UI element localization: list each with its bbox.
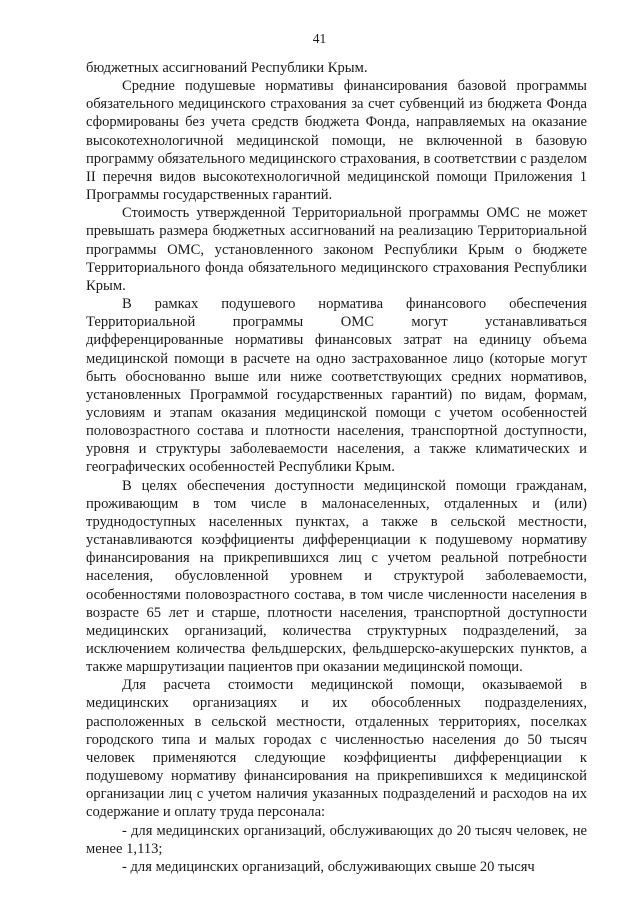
paragraph-subsidy-normatives: Средние подушевые нормативы финансирования базовой программы обязательного медицинского страхования за счет субвенций из бюджета Фонда сформированы без учета средств бюджета Фонда, направляемых на оказание высокотехнологичной медицинской помощи, не включенной в базовую программу обязательного медицинского страхования, в соответствии с разделом II перечня видов высокотехнологичной медицинской помощи Приложения 1 Программы государственных гарантий. (86, 78, 587, 204)
paragraph-rural-cost-calculation: Для расчета стоимости медицинской помощи, оказываемой в медицинских организациях и их обособленных подразделениях, расположенных в сельской местности, отдаленных территориях, поселках городского типа и малых городах с численностью населения до 50 тысяч человек применяются следующие коэффициенты дифференциации к подушевому нормативу финансирования на прикрепившихся к медицинской организации лиц с учетом наличия указанных подразделений и расходов на их содержание и оплату труда персонала: (86, 677, 587, 821)
paragraph-program-cost: Стоимость утвержденной Территориальной программы ОМС не может превышать размера бюджетных ассигнований на реализацию Территориальной программы ОМС, установленного законом Республики Крым о бюджете Территориального фонда обязательного медицинского страхования Республики Крым. (86, 205, 587, 294)
paragraph-differentiated-normatives: В рамках подушевого норматива финансового обеспечения Территориальной программы ОМС могут устанавливаться дифференцированные нормативы финансовых затрат на единицу объема медицинской помощи в расчете на одно застрахованное лицо (которые могут быть обоснованно выше или ниже соответствующих средних нормативов, установленных Программой государственных гарантий) по видам, формам, условиям и этапам оказания медицинской помощи с учетом особенностей половозрастного состава и плотности населения, транспортной доступности, уровня и структуры заболеваемости населения, а также климатических и географических особенностей Республики Крым. (86, 296, 587, 476)
page-number: 41 (312, 31, 327, 46)
list-item-over-20k: - для медицинских организаций, обслуживающих свыше 20 тысяч (122, 858, 535, 875)
paragraph-differentiation-coefficients: В целях обеспечения доступности медицинской помощи гражданам, проживающим в том числе в малонаселенных, отдаленных и (или) труднодоступных населенных пунктах, а также в сельской местности, устанавливаются коэффициенты дифференциации к подушевому нормативу финансирования на прикрепившихся лиц с учетом реальной потребности населения, обусловленной уровнем и структурой заболеваемости, особенностями половозрастного состава, в том числе численности населения в возрасте 65 лет и старше, плотности населения, транспортной доступности медицинских организаций, количества структурных подразделений, за исключением количества фельдшерских, фельдшерско-акушерских пунктов, а также маршрутизации пациентов при оказании медицинской помощи. (86, 477, 587, 676)
document-text (86, 59, 587, 876)
paragraph-continuation: бюджетных ассигнований Республики Крым. (86, 60, 368, 76)
list-item-up-to-20k: - для медицинских организаций, обслуживающих до 20 тысяч человек, не менее 1,113; (86, 822, 587, 857)
